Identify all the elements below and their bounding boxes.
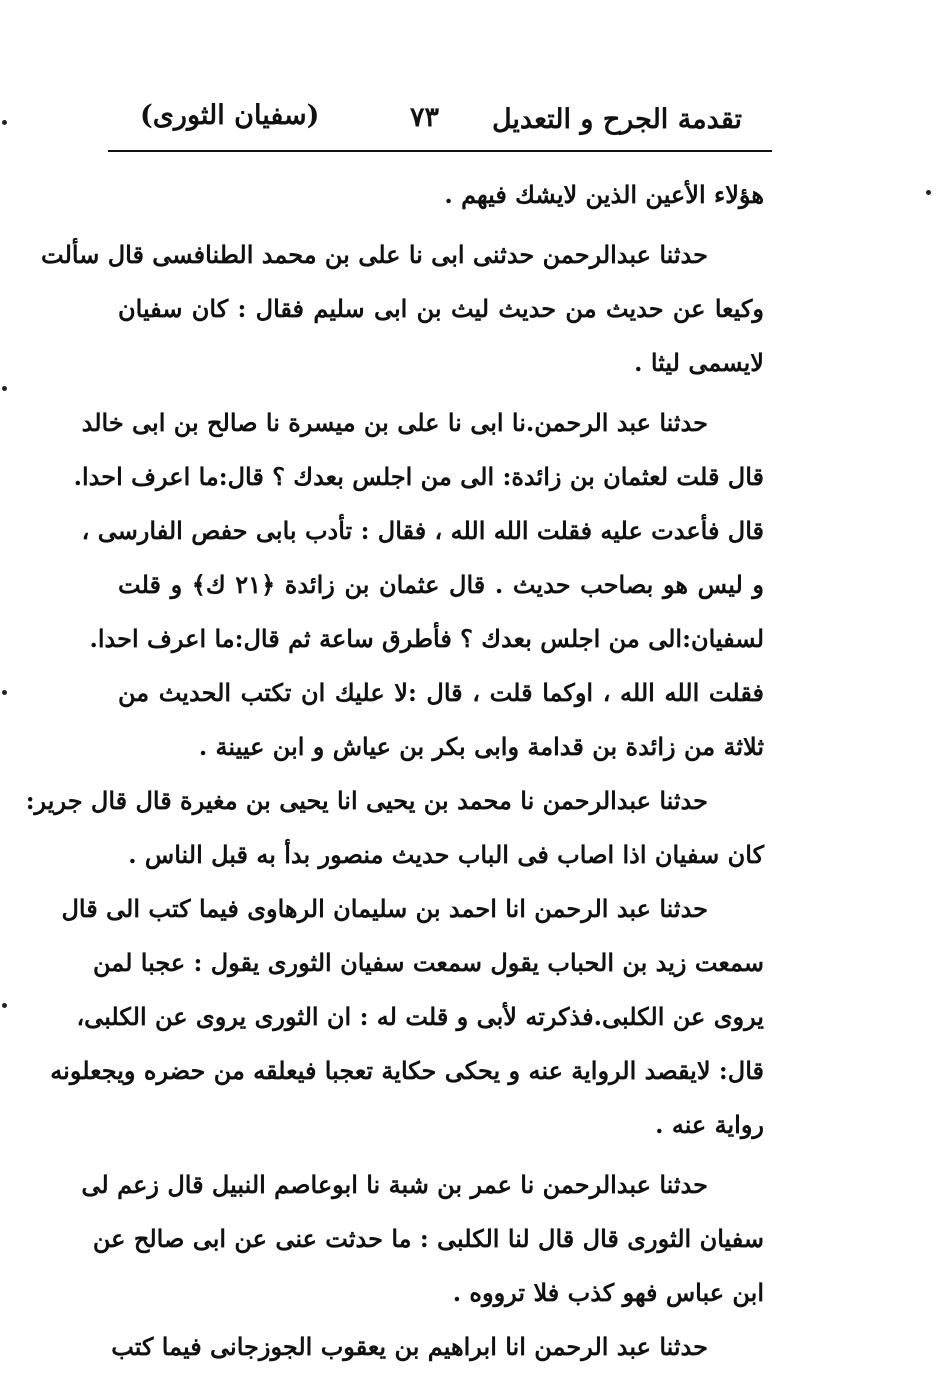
text-line: وكيعا عن حديث من حديث ليث بن ابى سليم فقال : كان سفيان	[118, 294, 764, 323]
text-line: قال قلت لعثمان بن زائدة: الى من اجلس بعدك ؟ قال:ما اعرف احدا.	[73, 462, 764, 491]
paragraph	[118, 168, 764, 222]
text-line: ابن عباس فهو كذب فلا ترووه .	[452, 1278, 764, 1307]
text-line: حدثنا عبدالرحمن حدثنى ابى نا على بن محمد الطنافسى قال سألت	[41, 240, 708, 269]
text-line: حدثنا عبدالرحمن نا محمد بن يحيى انا يحيى بن مغيرة قال قال جرير:	[25, 786, 708, 815]
margin-speck	[2, 386, 7, 391]
text-line: لايسمى ليثا .	[634, 348, 764, 377]
text-line: حدثنا عبد الرحمن.نا ابى نا على بن ميسرة نا صالح بن ابى خالد	[81, 408, 708, 437]
text-line: قال: لايقصد الرواية عنه و يحكى حكاية تعجبا فيعلقه من حضره ويجعلونه	[50, 1056, 764, 1085]
header-divider	[108, 150, 772, 152]
text-line: ثلاثة من زائدة بن قدامة وابى بكر بن عياش و ابن عيينة .	[198, 732, 764, 761]
book-title: تقدمة الجرح و التعديل	[491, 104, 742, 135]
text-line: سمعت زيد بن الحباب يقول سمعت سفيان الثورى يقول : عجبا لمن	[92, 948, 764, 977]
text-line: حدثنا عبد الرحمن انا ابراهيم بن يعقوب الجوزجانى فيما كتب	[111, 1332, 708, 1361]
running-header	[110, 92, 772, 148]
margin-speck	[2, 120, 7, 125]
text-line: سفيان الثورى قال قال لنا الكلبى : ما حدثت عنى عن ابى صالح عن	[92, 1224, 764, 1253]
text-line: رواية عنه .	[655, 1110, 764, 1139]
text-line: و ليس هو بصاحب حديث . قال عثمان بن زائدة ﴿٢١ ك﴾ و قلت	[118, 570, 765, 599]
text-line: فقلت الله الله ، اوكما قلت ، قال :لا عليك ان تكتب الحديث من	[118, 678, 764, 707]
paragraph	[81, 1158, 764, 1320]
body-text	[25, 168, 765, 1374]
text-line: كان سفيان اذا اصاب فى الباب حديث منصور بدأ به قبل الناس .	[128, 840, 764, 869]
text-line: قال فأعدت عليه فقلت الله الله ، فقال : تأدب بابى حفص الفارسى ،	[81, 516, 764, 545]
paragraph	[50, 882, 764, 1152]
text-line: لسفيان:الى من اجلس بعدك ؟ فأطرق ساعة ثم قال:ما اعرف احدا.	[89, 624, 764, 653]
paragraph	[111, 1320, 764, 1374]
paragraph	[41, 228, 764, 390]
paragraph	[25, 774, 764, 882]
text-line: يروى عن الكلبى.فذكرته لأبى و قلت له : ان الثورى يروى عن الكلبى،	[76, 1002, 764, 1031]
text-line: حدثنا عبدالرحمن نا عمر بن شبة نا ابوعاصم النبيل قال زعم لى	[81, 1170, 708, 1199]
margin-speck	[2, 1003, 7, 1008]
margin-speck	[2, 690, 7, 695]
text-line: هؤلاء الأعين الذين لايشك فيهم .	[444, 180, 764, 209]
page-number: ٧٣	[410, 102, 440, 133]
paragraph	[73, 396, 765, 774]
margin-speck	[926, 190, 931, 195]
text-line: حدثنا عبد الرحمن انا احمد بن سليمان الرهاوى فيما كتب الى قال	[61, 894, 708, 923]
section-subject: (سفيان الثورى)	[140, 100, 320, 131]
